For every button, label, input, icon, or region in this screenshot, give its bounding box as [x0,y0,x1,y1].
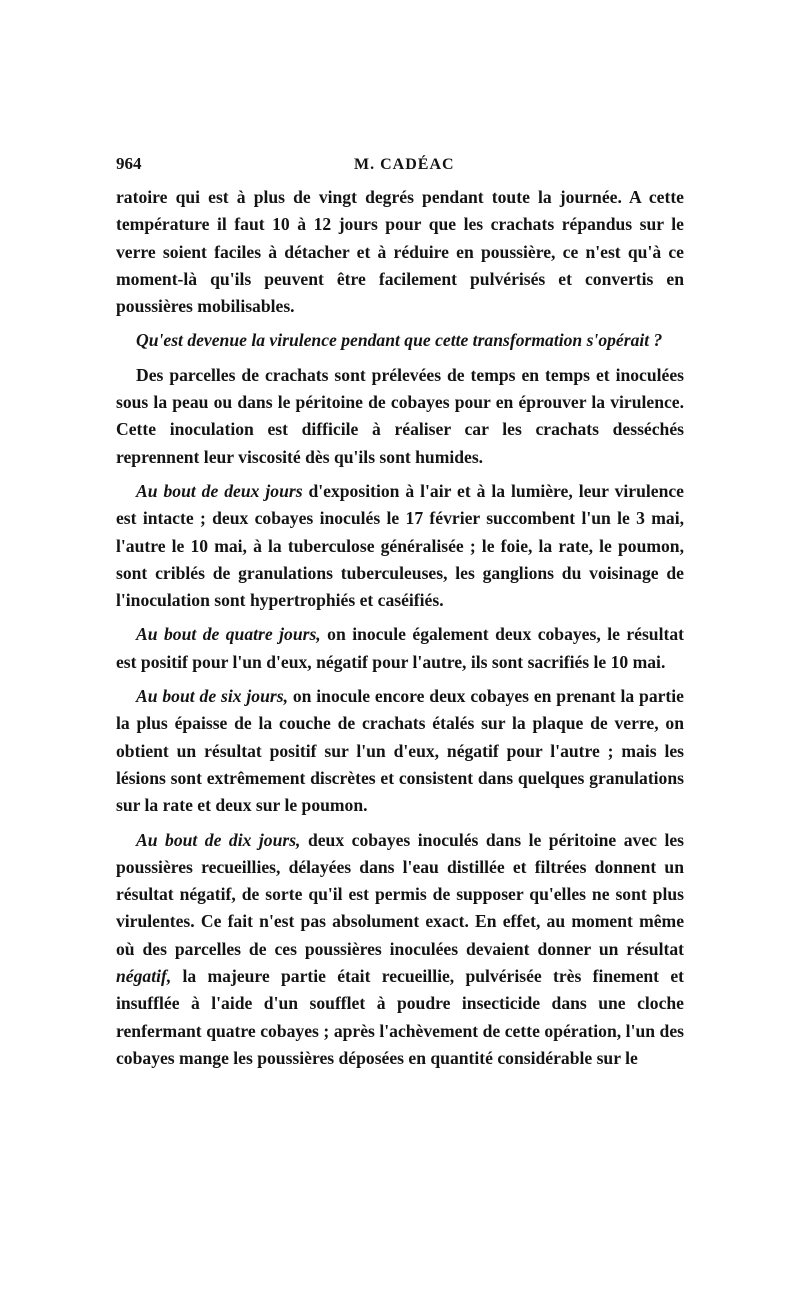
book-page [116,150,684,1079]
question-text: Qu'est devenue la virulence pendant que cette transformation s'opérait ? [136,330,663,351]
paragraph-six-days [116,683,684,819]
running-head: M. CADÉAC [354,156,455,173]
paragraph-text: la majeure partie était recueillie, pulvérisée très finement et insufflée à l'aide d'un soufflet à poudre insecticide dans une cloche renfermant quatre cobayes ; après l'achèvement de cette opération, l'un des cobayes mange les poussières déposées en quantité considérable sur le [116,966,684,1068]
paragraph-text: Des parcelles de crachats sont prélevées de temps en temps et inoculées sous la peau ou dans le péritoine de cobayes pour en éprouver la virulence. Cette inoculation est difficile à réaliser car les crachats desséchés reprennent leur viscosité dès qu'ils sont humides. [116,364,684,467]
paragraph-continuation [116,184,684,320]
page-number: 964 [116,154,142,173]
paragraph-four-days [116,621,684,676]
question-heading [116,327,684,354]
paragraph-text: ratoire qui est à plus de vingt degrés pendant toute la journée. A cette température il faut 10 à 12 jours pour que les crachats répandus sur le verre soient faciles à détacher et à réduire en poussière, ce n'est qu'à ce moment-là qu'ils peuvent être facilement pulvérisés et convertis en poussières mobilisables. [116,187,684,317]
italic-lead: Au bout de dix jours, [136,829,301,850]
italic-lead: Au bout de quatre jours, [136,624,321,645]
italic-lead: Au bout de six jours, [136,686,288,707]
italic-word: négatif, [116,966,172,987]
paragraph-two-days [116,478,684,614]
paragraph-ten-days [116,827,684,1073]
page-header [116,150,684,180]
paragraph-text: on inocule encore deux cobayes en prenant la partie la plus épaisse de la couche de crachats étalés sur la plaque de verre, on obtient un résultat positif sur l'un d'eux, négatif pour l'autre ; mais les lésions sont extrêmement discrètes et consistent dans quelques granulations sur la rate et deux sur le poumon. [116,686,684,816]
paragraph-text: deux cobayes inoculés dans le péritoine avec les poussières recueillies, délayées dans l'eau distillée et filtrées donnent un résultat négatif, de sorte qu'il est permis de supposer qu'elles ne sont plus virulentes. Ce fait n'est pas absolument exact. En effet, au moment même où des parcelles de ces poussières inoculées devaient donner un résultat [116,829,684,959]
italic-lead: Au bout de deux jours [136,480,303,501]
paragraph-text: on inocule également deux cobayes, le résultat est positif pour l'un d'eux, négatif pour l'autre, ils sont sacrifiés le 10 mai. [116,624,684,672]
paragraph-inoculation [116,362,684,471]
paragraph-text: d'exposition à l'air et à la lumière, leur virulence est intacte ; deux cobayes inoculés le 17 février succombent l'un le 3 mai, l'autre le 10 mai, à la tuberculose généralisée ; le foie, la rate, le poumon, sont criblés de granulations tuberculeuses, les ganglions du voisinage de l'inoculation sont hypertrophiés et caséifiés. [116,480,684,611]
